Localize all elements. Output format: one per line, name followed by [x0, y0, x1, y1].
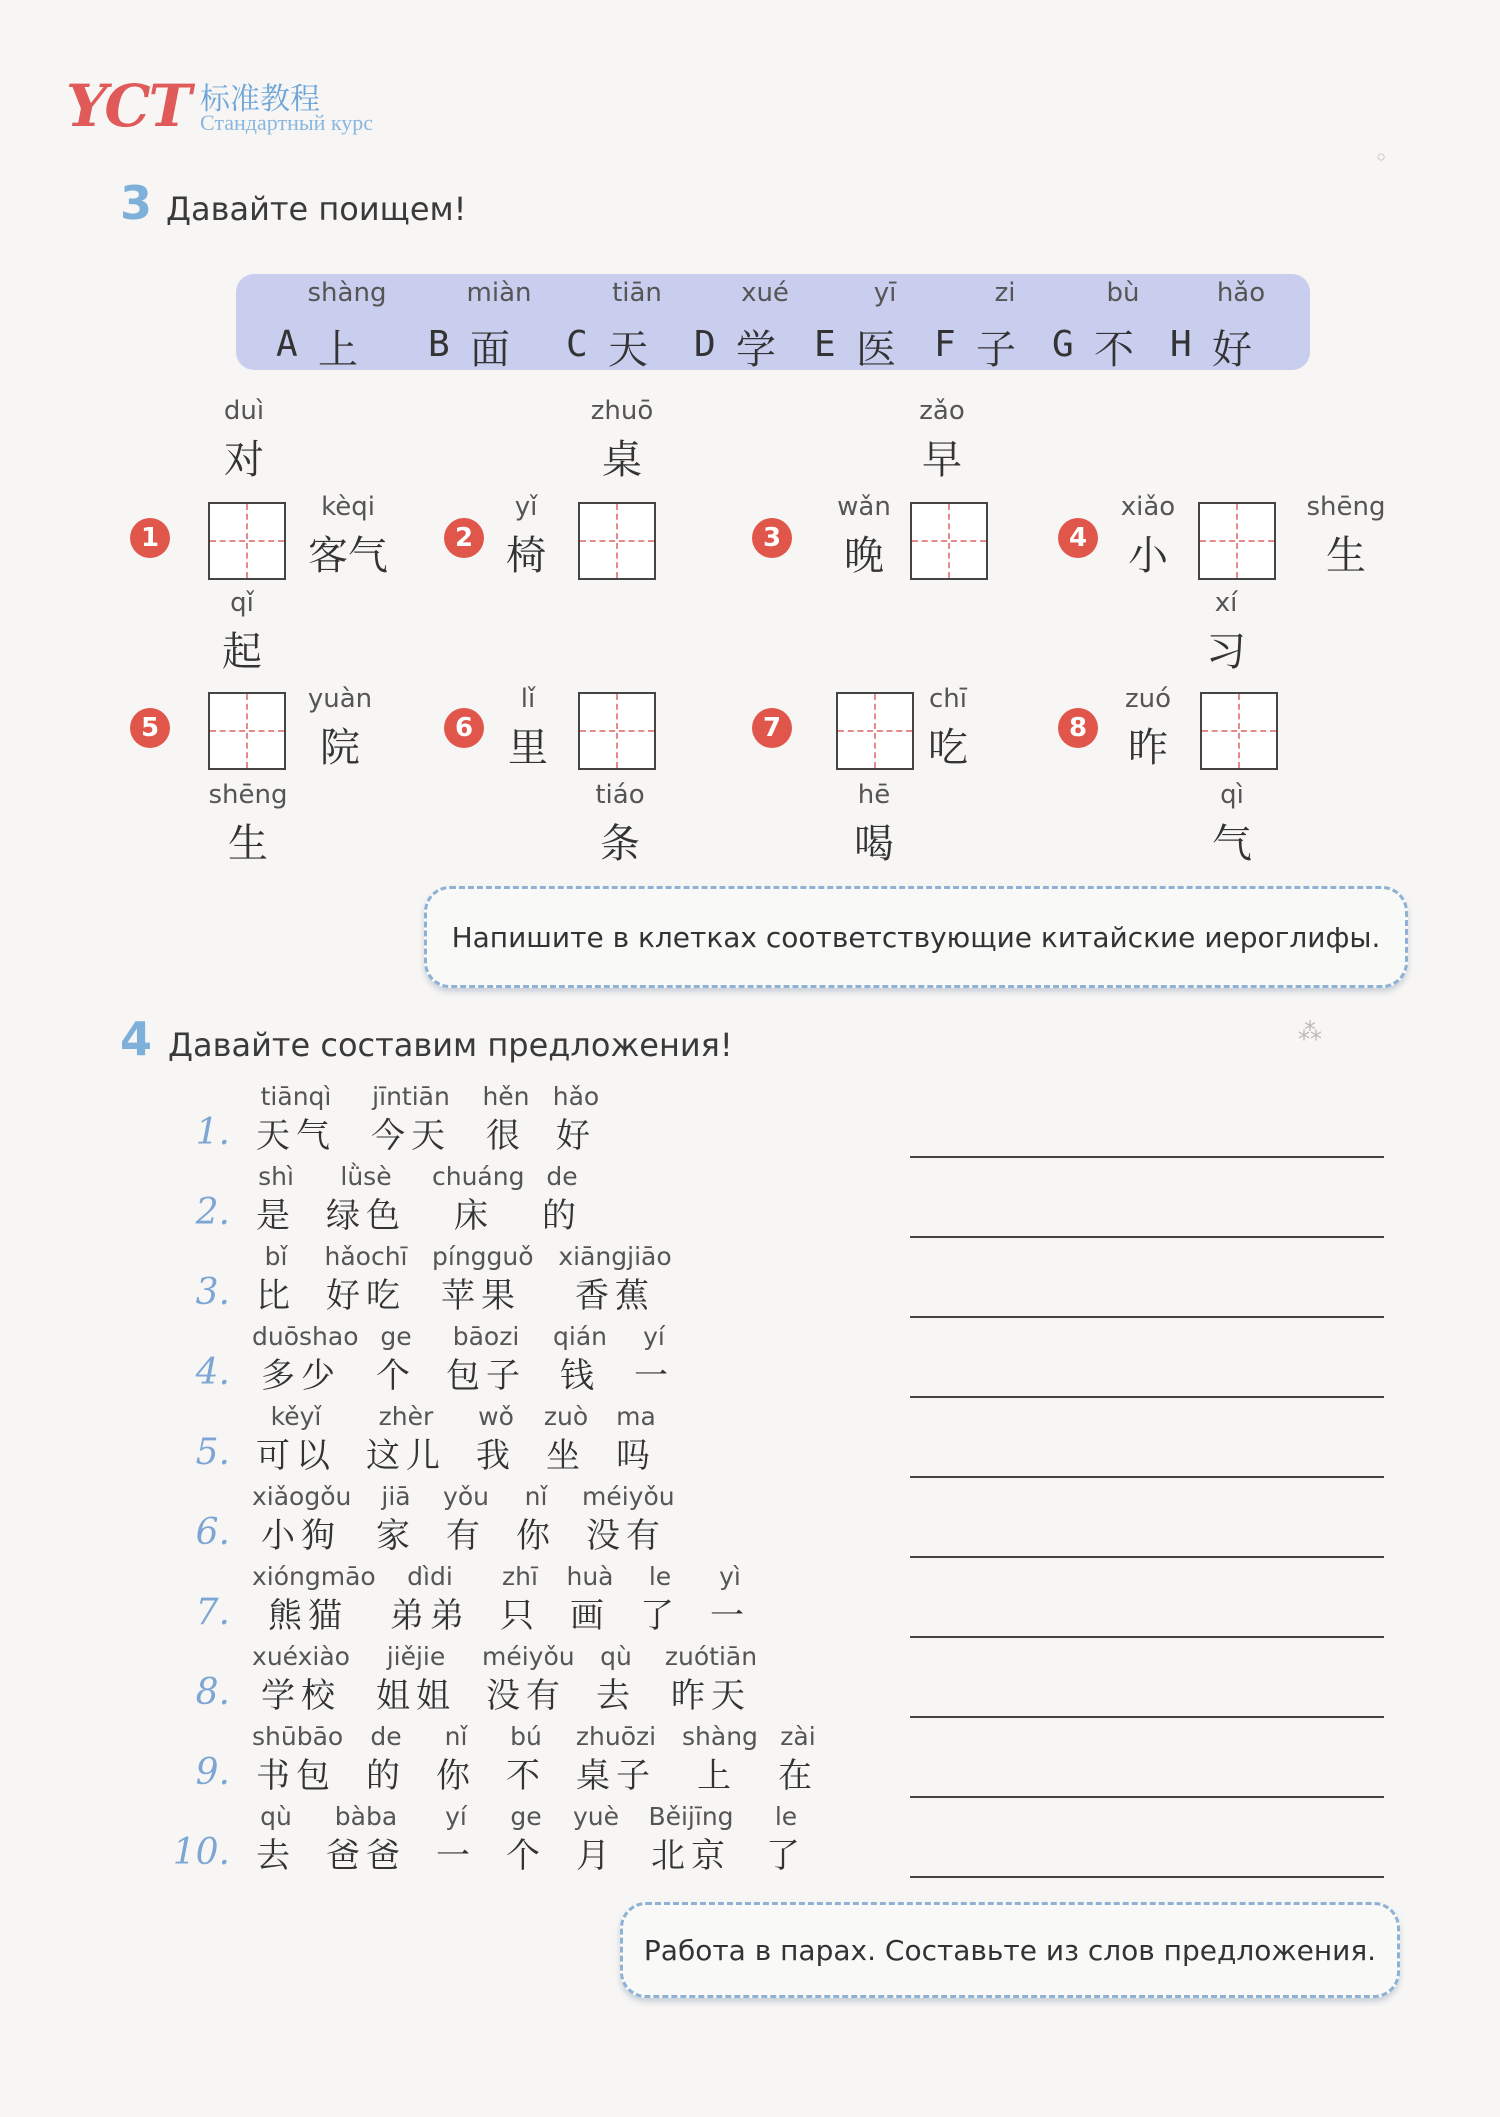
word-pinyin: ge — [510, 1802, 542, 1831]
word-pinyin: jīntiān — [372, 1082, 450, 1111]
brand-title-ru: Стандартный курс — [200, 110, 374, 135]
sentence-word — [542, 1400, 590, 1478]
word-hanzi: 书包 — [256, 1756, 336, 1796]
sentence-word — [322, 1160, 410, 1238]
key-hanzi: 子 — [976, 327, 1016, 373]
key-hanzi: 医 — [856, 327, 896, 373]
exercise-number-badge: 4 — [1058, 518, 1098, 558]
key-hanzi: 上 — [318, 327, 358, 373]
word-hanzi: 上 — [697, 1756, 737, 1796]
word-pinyin: chī — [929, 684, 967, 714]
word-hanzi: 是 — [256, 1196, 296, 1236]
word-pinyin: bàba — [334, 1802, 398, 1831]
key-letter: A — [276, 324, 298, 365]
key-hanzi: 天 — [608, 327, 648, 373]
sentence-word — [322, 1240, 410, 1318]
word-hanzi: 小狗 — [261, 1516, 341, 1556]
word-pinyin: hǎo — [552, 1082, 600, 1111]
word-hanzi: 很 — [486, 1116, 526, 1156]
word-hanzi: 画 — [570, 1596, 610, 1636]
exercise-number-badge: 6 — [444, 708, 484, 748]
word-hanzi: 可以 — [256, 1436, 336, 1476]
word-hanzi: 生 — [228, 821, 268, 867]
word-hanzi: 条 — [600, 821, 640, 867]
word-hanzi: 天气 — [256, 1116, 336, 1156]
word-pinyin: hē — [857, 780, 891, 810]
word-hanzi: 床 — [454, 1196, 494, 1236]
word-pinyin: xí — [1214, 588, 1238, 618]
word-hanzi: 爸爸 — [326, 1836, 406, 1876]
sentence-word — [252, 1640, 350, 1718]
key-pinyin: tiān — [612, 278, 662, 308]
sentence-word — [432, 1240, 534, 1318]
word-pinyin: bǐ — [264, 1242, 288, 1271]
word-pinyin: zhī — [502, 1562, 538, 1591]
word-pinyin: lǜsè — [340, 1162, 392, 1191]
corner-mark-2: ⁂ — [1298, 1018, 1322, 1046]
word-hanzi: 这儿 — [366, 1436, 446, 1476]
word-pinyin: Běijīng — [648, 1802, 734, 1831]
word-pinyin: zhèr — [378, 1402, 434, 1431]
sentence-number: 10. — [172, 1832, 230, 1873]
answer-line[interactable] — [910, 1636, 1384, 1638]
sentence-word — [636, 1560, 684, 1638]
word-hanzi: 没有 — [586, 1516, 666, 1556]
section-4-title: Давайте составим предложения! — [168, 1026, 733, 1064]
section-4-instruction: Работа в парах. Составьте из слов предложения. — [620, 1902, 1400, 1998]
word-hanzi: 不 — [506, 1756, 546, 1796]
word-hanzi: 吗 — [616, 1436, 656, 1476]
sentence-word — [612, 1400, 660, 1478]
word-pinyin: zhuōzi — [575, 1722, 657, 1751]
word-hanzi: 里 — [508, 725, 548, 771]
word-pinyin: duì — [223, 396, 265, 426]
sentence-word — [482, 1640, 575, 1718]
word-pinyin: xiǎogǒu — [252, 1482, 352, 1511]
sentence-word — [538, 1160, 586, 1238]
word-pinyin: dìdi — [407, 1562, 453, 1591]
word-hanzi: 包子 — [446, 1356, 526, 1396]
word-hanzi: 去 — [256, 1836, 296, 1876]
word-hanzi: 绿色 — [326, 1196, 406, 1236]
word-pinyin: zuó — [1124, 684, 1172, 714]
word-pinyin: bāozi — [452, 1322, 520, 1351]
sentence-word — [482, 1080, 530, 1158]
word-hanzi: 比 — [256, 1276, 296, 1316]
word-hanzi: 好 — [556, 1116, 596, 1156]
answer-box-2[interactable] — [578, 502, 656, 580]
answer-line[interactable] — [910, 1716, 1384, 1718]
sentence-word — [592, 1640, 640, 1718]
word-pinyin: zuò — [543, 1402, 589, 1431]
word-pinyin: shūbāo — [252, 1722, 344, 1751]
word-pinyin: qì — [1220, 780, 1244, 810]
word-pinyin: zhuō — [590, 396, 654, 426]
key-pinyin: miàn — [466, 278, 532, 308]
word-hanzi: 的 — [542, 1196, 582, 1236]
sentence-word — [502, 1720, 550, 1798]
answer-line[interactable] — [910, 1796, 1384, 1798]
word-hanzi: 昨 — [1128, 725, 1168, 771]
sentence-number: 2. — [195, 1192, 230, 1233]
word-pinyin: tiānqì — [260, 1082, 332, 1111]
word-pinyin: hěn — [482, 1082, 530, 1111]
word-hanzi: 小 — [1128, 533, 1168, 579]
exercise-number-badge: 5 — [130, 708, 170, 748]
word-pinyin: nǐ — [524, 1482, 548, 1511]
word-pinyin: qǐ — [230, 588, 254, 618]
word-pinyin: jiā — [381, 1482, 411, 1511]
key-pinyin: bù — [1106, 278, 1140, 308]
word-pinyin: shēng — [1306, 492, 1386, 522]
word-hanzi: 一 — [436, 1836, 476, 1876]
key-hanzi: 学 — [736, 327, 776, 373]
word-pinyin: jiějie — [386, 1642, 446, 1671]
word-hanzi: 弟弟 — [390, 1596, 470, 1636]
key-letter: E — [814, 324, 836, 365]
word-pinyin: yǐ — [514, 492, 538, 522]
word-hanzi: 钱 — [560, 1356, 600, 1396]
word-pinyin: qù — [260, 1802, 292, 1831]
sentence-number: 9. — [195, 1752, 230, 1793]
answer-box-3[interactable] — [910, 502, 988, 580]
exercise-number-badge: 7 — [752, 708, 792, 748]
answer-line[interactable] — [910, 1396, 1384, 1398]
sentence-word — [682, 1720, 758, 1798]
section-3-number: 3 — [120, 176, 153, 230]
word-hanzi: 月 — [576, 1836, 616, 1876]
word-pinyin: yuàn — [307, 684, 373, 714]
key-pinyin: zi — [994, 278, 1016, 308]
word-hanzi: 个 — [376, 1356, 416, 1396]
sentence-word — [252, 1800, 300, 1878]
word-hanzi: 气 — [1212, 821, 1252, 867]
sentence-number: 6. — [195, 1512, 230, 1553]
sentence-word — [642, 1800, 740, 1878]
key-hanzi: 好 — [1212, 327, 1252, 373]
word-pinyin: shì — [258, 1162, 294, 1191]
key-letter: G — [1052, 324, 1074, 365]
word-hanzi: 习 — [1206, 629, 1246, 675]
word-hanzi: 没有 — [486, 1676, 566, 1716]
word-pinyin: qù — [600, 1642, 632, 1671]
word-pinyin: wǎn — [837, 492, 891, 522]
word-hanzi: 只 — [500, 1596, 540, 1636]
sentence-number: 7. — [195, 1592, 230, 1633]
sentence-word — [372, 1640, 460, 1718]
sentence-word — [442, 1320, 530, 1398]
key-pinyin: hǎo — [1216, 278, 1266, 308]
sentence-word — [662, 1640, 760, 1718]
word-pinyin: yǒu — [443, 1482, 489, 1511]
word-hanzi: 北京 — [651, 1836, 731, 1876]
sentence-word — [582, 1480, 675, 1558]
key-letter: H — [1170, 324, 1192, 365]
word-pinyin: lǐ — [520, 684, 536, 714]
word-hanzi: 喝 — [854, 821, 894, 867]
word-hanzi: 你 — [436, 1756, 476, 1796]
key-hanzi: 面 — [470, 327, 510, 373]
word-pinyin: le — [648, 1562, 672, 1591]
word-hanzi: 家 — [376, 1516, 416, 1556]
word-hanzi: 了 — [640, 1596, 680, 1636]
word-hanzi: 一 — [634, 1356, 674, 1396]
word-pinyin: kěyǐ — [270, 1402, 322, 1431]
word-hanzi: 桌子 — [576, 1756, 656, 1796]
answer-box-4[interactable] — [1198, 502, 1276, 580]
word-pinyin: tiáo — [595, 780, 645, 810]
key-hanzi: 不 — [1094, 327, 1134, 373]
section-4-number: 4 — [120, 1012, 153, 1066]
sentence-word — [432, 1720, 480, 1798]
sentence-word — [442, 1480, 490, 1558]
sentence-word — [432, 1800, 480, 1878]
word-pinyin: wǒ — [478, 1402, 514, 1431]
word-pinyin: zuótiān — [664, 1642, 758, 1671]
word-pinyin: shàng — [682, 1722, 758, 1751]
word-hanzi: 姐姐 — [376, 1676, 456, 1716]
sentence-word — [362, 1400, 450, 1478]
word-hanzi: 晚 — [844, 533, 884, 579]
key-pinyin: shàng — [307, 278, 387, 308]
key-letter: B — [428, 324, 450, 365]
key-pinyin: yī — [873, 278, 897, 308]
sentence-word — [252, 1080, 340, 1158]
word-hanzi: 今天 — [371, 1116, 451, 1156]
answer-line[interactable] — [910, 1316, 1384, 1318]
word-pinyin: xiǎo — [1120, 492, 1176, 522]
word-pinyin: shēng — [208, 780, 288, 810]
sentence-word — [552, 1320, 608, 1398]
sentence-word — [630, 1320, 678, 1398]
yct-logo: YCT — [66, 72, 190, 140]
word-hanzi: 学校 — [261, 1676, 341, 1716]
word-pinyin: yí — [643, 1322, 665, 1351]
word-hanzi: 香蕉 — [575, 1276, 655, 1316]
word-hanzi: 的 — [366, 1756, 406, 1796]
answer-box-7[interactable] — [836, 692, 914, 770]
sentence-word — [386, 1560, 474, 1638]
sentence-word — [496, 1560, 544, 1638]
word-hanzi: 吃 — [928, 725, 968, 771]
word-pinyin: duōshao — [252, 1322, 359, 1351]
section-3-instruction: Напишите в клетках соответствующие китайские иероглифы. — [424, 886, 1408, 988]
key-letter: F — [934, 324, 956, 365]
sentence-word — [706, 1560, 754, 1638]
sentence-word — [372, 1320, 420, 1398]
word-hanzi: 在 — [778, 1756, 818, 1796]
word-pinyin: zài — [780, 1722, 816, 1751]
sentence-word — [572, 1720, 660, 1798]
answer-box-5[interactable] — [208, 692, 286, 770]
word-hanzi: 去 — [596, 1676, 636, 1716]
word-pinyin: kèqi — [321, 492, 375, 522]
sentence-word — [252, 1560, 376, 1638]
word-hanzi: 有 — [446, 1516, 486, 1556]
brand-title-cn: 标准教程 — [200, 82, 320, 117]
sentence-word — [252, 1160, 300, 1238]
word-hanzi: 生 — [1326, 533, 1366, 579]
sentence-word — [252, 1480, 350, 1558]
sentence-number: 1. — [195, 1112, 230, 1153]
word-hanzi: 好吃 — [326, 1276, 406, 1316]
word-hanzi: 对 — [224, 437, 264, 483]
exercise-number-badge: 3 — [752, 518, 792, 558]
answer-line[interactable] — [910, 1556, 1384, 1558]
sentence-word — [774, 1720, 822, 1798]
word-pinyin: le — [774, 1802, 798, 1831]
sentence-word — [502, 1800, 550, 1878]
sentence-word — [566, 1560, 614, 1638]
answer-box-6[interactable] — [578, 692, 656, 770]
word-hanzi: 了 — [766, 1836, 806, 1876]
word-hanzi: 你 — [516, 1516, 556, 1556]
section-3-title: Давайте поищем! — [166, 190, 467, 228]
word-hanzi: 个 — [506, 1836, 546, 1876]
key-letter: D — [694, 324, 716, 365]
word-hanzi: 苹果 — [441, 1276, 521, 1316]
sentence-number: 8. — [195, 1672, 230, 1713]
sentence-word — [252, 1400, 340, 1478]
word-pinyin: ge — [380, 1322, 412, 1351]
word-pinyin: xióngmāo — [252, 1562, 376, 1591]
answer-box-1[interactable] — [208, 502, 286, 580]
sentence-word — [252, 1240, 300, 1318]
word-hanzi: 桌 — [602, 437, 642, 483]
word-pinyin: ma — [616, 1402, 656, 1431]
word-pinyin: xiāngjiāo — [558, 1242, 672, 1271]
sentence-word — [552, 1080, 600, 1158]
word-hanzi: 客气 — [308, 533, 388, 579]
word-hanzi: 我 — [476, 1436, 516, 1476]
answer-line[interactable] — [910, 1156, 1384, 1158]
sentence-word — [252, 1720, 344, 1798]
exercise-number-badge: 1 — [130, 518, 170, 558]
word-hanzi: 坐 — [546, 1436, 586, 1476]
sentence-word — [472, 1400, 520, 1478]
word-hanzi: 一 — [710, 1596, 750, 1636]
word-hanzi: 熊猫 — [268, 1596, 348, 1636]
sentence-number: 5. — [195, 1432, 230, 1473]
sentence-word — [432, 1160, 525, 1238]
word-hanzi: 院 — [320, 725, 360, 771]
sentence-number: 3. — [195, 1272, 230, 1313]
sentence-word — [572, 1800, 620, 1878]
sentence-number: 4. — [195, 1352, 230, 1393]
word-pinyin: yí — [445, 1802, 467, 1831]
key-pinyin: xué — [741, 278, 789, 308]
exercise-number-badge: 2 — [444, 518, 484, 558]
word-hanzi: 椅 — [506, 533, 546, 579]
word-pinyin: nǐ — [444, 1722, 468, 1751]
word-hanzi: 早 — [922, 437, 962, 483]
word-hanzi: 起 — [222, 629, 262, 675]
word-hanzi: 昨天 — [671, 1676, 751, 1716]
word-hanzi: 多少 — [261, 1356, 341, 1396]
sentence-word — [362, 1080, 460, 1158]
word-pinyin: píngguǒ — [432, 1242, 534, 1271]
word-pinyin: yì — [719, 1562, 741, 1591]
exercise-number-badge: 8 — [1058, 708, 1098, 748]
sentence-word — [762, 1800, 810, 1878]
sentence-word — [362, 1720, 410, 1798]
sentence-word — [552, 1240, 678, 1318]
word-pinyin: hǎochī — [324, 1242, 408, 1271]
answer-line[interactable] — [910, 1476, 1384, 1478]
word-pinyin: yuè — [572, 1802, 620, 1831]
corner-mark: ◦ — [1374, 144, 1389, 172]
word-pinyin: huà — [566, 1562, 614, 1591]
word-pinyin: de — [370, 1722, 402, 1751]
sentence-word — [372, 1480, 420, 1558]
word-pinyin: bú — [510, 1722, 542, 1751]
word-pinyin: zǎo — [919, 396, 965, 426]
word-pinyin: de — [546, 1162, 578, 1191]
answer-box-8[interactable] — [1200, 692, 1278, 770]
word-pinyin: méiyǒu — [582, 1482, 675, 1511]
sentence-word — [512, 1480, 560, 1558]
word-pinyin: xuéxiào — [252, 1642, 350, 1671]
word-pinyin: qián — [553, 1322, 607, 1351]
word-pinyin: méiyǒu — [482, 1642, 575, 1671]
sentence-word — [252, 1320, 359, 1398]
answer-line[interactable] — [910, 1236, 1384, 1238]
key-letter: C — [566, 324, 588, 365]
sentence-word — [322, 1800, 410, 1878]
word-pinyin: chuáng — [432, 1162, 525, 1191]
answer-line[interactable] — [910, 1876, 1384, 1878]
